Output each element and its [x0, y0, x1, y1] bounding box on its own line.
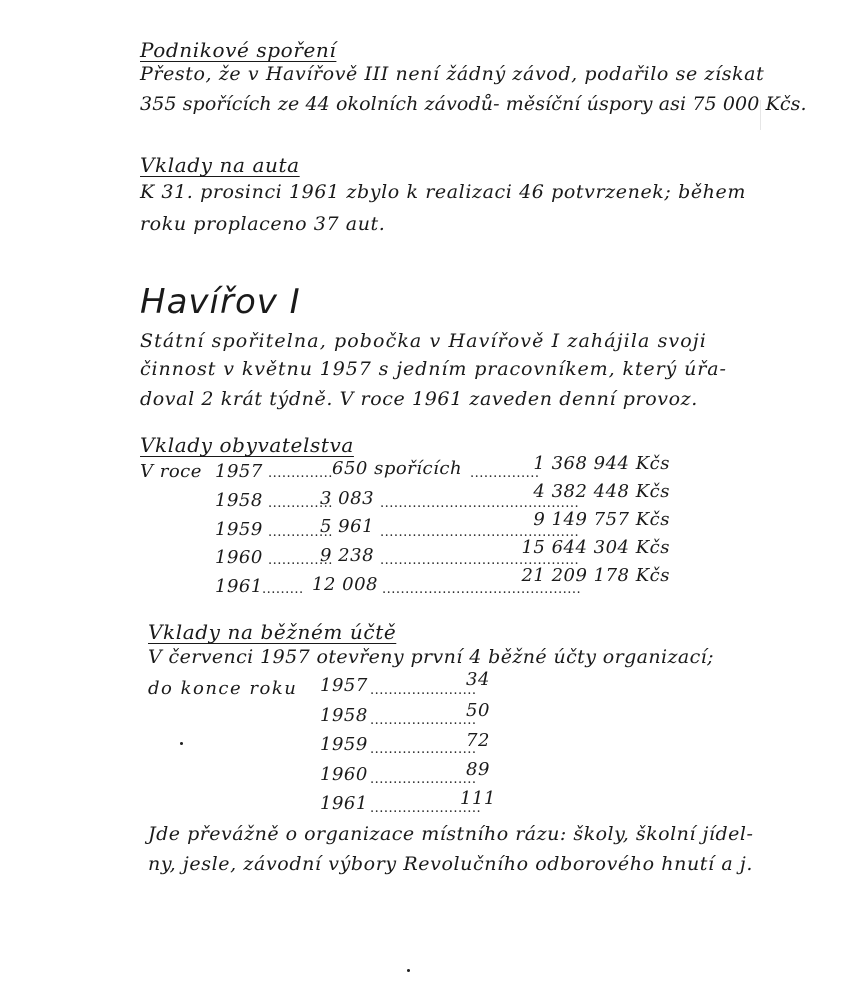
- leader-dots: ...........................................: [380, 496, 580, 511]
- deposits-year: 1961: [215, 576, 263, 597]
- accounts-count: 89: [466, 759, 490, 780]
- deposits-year: 1958: [215, 490, 263, 511]
- havirov-text-line-2: činnost v květnu 1957 s jedním pracovníkem, který úřa-: [140, 358, 727, 380]
- deposits-amount: 15 644 304 Kčs: [521, 537, 670, 558]
- leader-dots: .......................: [370, 713, 477, 728]
- bezny-prefix: do konce roku: [148, 678, 298, 699]
- auta-text-line-1: K 31. prosinci 1961 zbylo k realizaci 46 potvrzenek; během: [140, 181, 746, 203]
- leader-dots: ..............: [268, 553, 333, 568]
- deposits-savers: 9 238: [320, 545, 375, 566]
- leader-dots: ..............: [268, 496, 333, 511]
- accounts-year: 1958: [320, 705, 368, 726]
- havirov-text-line-3: doval 2 krát týdně. V roce 1961 zaveden denní provoz.: [140, 388, 698, 410]
- leader-dots: .......................: [370, 742, 477, 757]
- deposits-savers: 650 spořících: [332, 458, 463, 479]
- section-title-havirov: Havířov I: [140, 282, 301, 322]
- leader-dots: ..............: [268, 466, 333, 481]
- deposits-year: 1959: [215, 519, 263, 540]
- accounts-count: 34: [466, 669, 490, 690]
- ink-speck: [180, 742, 183, 745]
- deposits-amount: 21 209 178 Kčs: [521, 565, 670, 586]
- section-heading-obyvatelstvo: Vklady obyvatelstva: [140, 433, 354, 457]
- auta-text-line-2: roku proplaceno 37 aut.: [140, 213, 386, 235]
- deposits-amount: 4 382 448 Kčs: [533, 481, 670, 502]
- leader-dots: ........................: [370, 801, 482, 816]
- deposits-year: 1960: [215, 547, 263, 568]
- accounts-year: 1959: [320, 734, 368, 755]
- accounts-count: 111: [460, 788, 496, 809]
- accounts-year: 1957: [320, 675, 368, 696]
- leader-dots: ..............: [268, 525, 333, 540]
- deposits-savers: 5 961: [320, 516, 375, 537]
- havirov-text-line-1: Státní spořitelna, pobočka v Havířově I zahájila svoji: [140, 330, 707, 352]
- accounts-year: 1960: [320, 764, 368, 785]
- podnikove-text-line-1: Přesto, že v Havířově III není žádný závod, podařilo se získat: [140, 63, 765, 85]
- ink-speck: [407, 969, 410, 972]
- leader-dots: .......................: [370, 772, 477, 787]
- accounts-count: 72: [466, 730, 490, 751]
- accounts-year: 1961: [320, 793, 368, 814]
- leader-dots: .........: [262, 582, 304, 597]
- leader-dots: .......................: [370, 683, 477, 698]
- closing-text-line-2: ny, jesle, závodní výbory Revolučního odborového hnutí a j.: [148, 853, 754, 875]
- section-heading-podnikove: Podnikové spoření: [140, 38, 337, 62]
- leader-dots: ...........................................: [380, 525, 580, 540]
- bezny-text-line-1: V červenci 1957 otevřeny první 4 běžné účty organizací;: [148, 646, 714, 668]
- deposits-year: 1957: [215, 461, 263, 482]
- deposits-amount: 9 149 757 Kčs: [533, 509, 670, 530]
- deposits-savers: 3 083: [320, 488, 375, 509]
- accounts-count: 50: [466, 700, 490, 721]
- obyvatelstvo-prefix: V roce: [140, 461, 202, 482]
- section-heading-bezny: Vklady na běžném účtě: [148, 620, 397, 644]
- closing-text-line-1: Jde převážně o organizace místního rázu: školy, školní jídel-: [148, 823, 754, 845]
- deposits-savers: 12 008: [312, 574, 378, 595]
- podnikove-text-line-2: 355 spořících ze 44 okolních závodů- měsíční úspory asi 75 000 Kčs.: [140, 93, 807, 115]
- section-heading-auta: Vklady na auta: [140, 153, 300, 177]
- deposits-amount: 1 368 944 Kčs: [533, 453, 670, 474]
- leader-dots: ...........................................: [382, 582, 582, 597]
- leader-dots: ...............: [470, 466, 540, 481]
- leader-dots: ...........................................: [380, 553, 580, 568]
